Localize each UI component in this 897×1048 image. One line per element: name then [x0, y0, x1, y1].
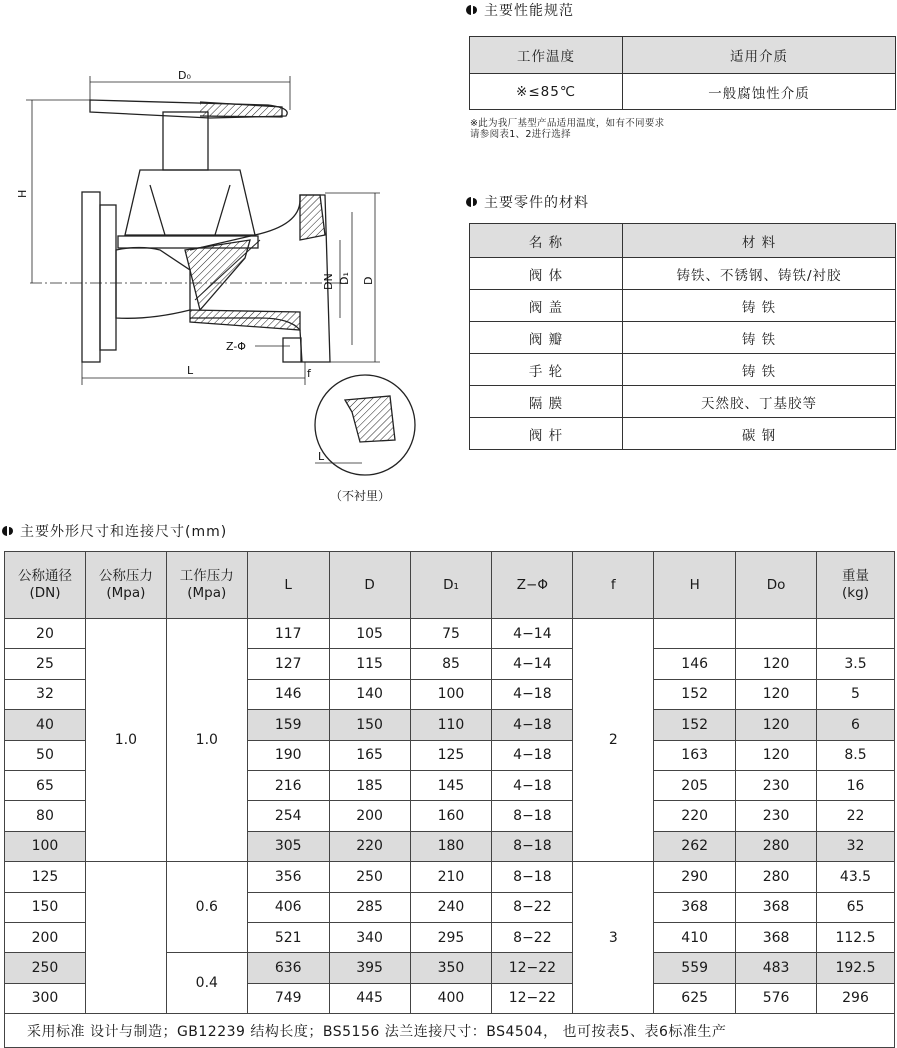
table-cell: ※≤85℃ [470, 74, 623, 110]
cell-f: 2 [573, 619, 654, 862]
cell-D: 140 [329, 679, 410, 709]
cell-Z: 4−14 [492, 619, 573, 649]
header-cell: D₁ [410, 552, 492, 619]
cell-H: 220 [654, 801, 736, 831]
cell-wp: 1.0 [166, 619, 247, 862]
table-cell: 铸铁、不锈钢、铸铁/衬胶 [623, 258, 896, 290]
cell-H: 290 [654, 862, 736, 892]
dim-label-L-detail: L [318, 450, 325, 463]
dim-label-DN: DN [322, 273, 335, 290]
cell-D: 340 [329, 922, 410, 952]
cell-H: 152 [654, 710, 736, 740]
cell-D1: 350 [410, 953, 492, 983]
cell-dn: 40 [5, 710, 86, 740]
cell-D: 105 [329, 619, 410, 649]
cell-Do: 120 [736, 679, 817, 709]
materials-heading: 主要零件的材料 [466, 192, 589, 212]
cell-D1: 400 [410, 983, 492, 1013]
standards-note: 采用标准 设计与制造；GB12239 结构长度；BS5156 法兰连接尺寸：BS4504， 也可按表5、表6标准生产 [5, 1014, 895, 1048]
cell-dn: 150 [5, 892, 86, 922]
cell-wt: 112.5 [817, 922, 895, 952]
dim-label-f: f [307, 367, 311, 380]
left-flange [82, 192, 100, 362]
table-cell: 铸 铁 [623, 322, 896, 354]
header-cell: 工作温度 [470, 37, 623, 74]
cell-Do [736, 619, 817, 649]
cell-Z: 8−22 [492, 922, 573, 952]
cell-dn: 32 [5, 679, 86, 709]
cell-Z: 4−18 [492, 770, 573, 800]
cell-D: 445 [329, 983, 410, 1013]
cell-wt: 22 [817, 801, 895, 831]
cell-D1: 100 [410, 679, 492, 709]
cell-Z: 4−18 [492, 679, 573, 709]
cell-dn: 50 [5, 740, 86, 770]
header-cell: Do [736, 552, 817, 619]
cell-D1: 75 [410, 619, 492, 649]
cell-Do: 368 [736, 922, 817, 952]
table-row [5, 862, 895, 892]
header-cell: H [654, 552, 736, 619]
detail-caption: （不衬里） [330, 489, 391, 503]
cell-wt: 192.5 [817, 953, 895, 983]
cell-wt: 296 [817, 983, 895, 1013]
cell-dn: 100 [5, 831, 86, 861]
header-cell: Z−Φ [492, 552, 573, 619]
cell-wp: 0.6 [166, 862, 247, 953]
cell-D1: 125 [410, 740, 492, 770]
cell-Do: 280 [736, 831, 817, 861]
cell-Do: 120 [736, 710, 817, 740]
header-cell: 公称压力 (Mpa) [85, 552, 166, 619]
header-cell: 适用介质 [623, 37, 896, 74]
header-cell: 材 料 [623, 224, 896, 258]
cell-D1: 110 [410, 710, 492, 740]
cell-Do: 576 [736, 983, 817, 1013]
cell-H: 152 [654, 679, 736, 709]
cell-Do: 483 [736, 953, 817, 983]
cell-D: 285 [329, 892, 410, 922]
cell-wt: 5 [817, 679, 895, 709]
cell-wt [817, 619, 895, 649]
cell-D1: 145 [410, 770, 492, 800]
valve-drawing [0, 0, 460, 510]
cell-Z: 8−18 [492, 831, 573, 861]
cell-D: 150 [329, 710, 410, 740]
cell-wp: 0.4 [166, 953, 247, 1014]
bonnet-shape [125, 170, 255, 235]
cell-H: 559 [654, 953, 736, 983]
cell-D: 165 [329, 740, 410, 770]
cell-pn: 1.0 [85, 619, 166, 862]
cell-wt: 32 [817, 831, 895, 861]
header-cell: D [329, 552, 410, 619]
cell-Do: 280 [736, 862, 817, 892]
bullet-icon [466, 196, 478, 208]
cell-D: 395 [329, 953, 410, 983]
cell-L: 521 [247, 922, 329, 952]
cell-wt: 3.5 [817, 649, 895, 679]
table-cell: 手 轮 [470, 354, 623, 386]
performance-note: ※此为我厂基型产品适用温度，如有不同要求 请参阅表1、2进行选择 [470, 118, 665, 140]
cell-dn: 125 [5, 862, 86, 892]
cell-wt: 8.5 [817, 740, 895, 770]
table-cell: 阀 杆 [470, 418, 623, 450]
cell-D1: 160 [410, 801, 492, 831]
cell-Z: 12−22 [492, 953, 573, 983]
cell-Do: 120 [736, 649, 817, 679]
cell-L: 146 [247, 679, 329, 709]
cell-Z: 12−22 [492, 983, 573, 1013]
stem-shape [163, 112, 208, 170]
table-cell: 阀 瓣 [470, 322, 623, 354]
cell-dn: 65 [5, 770, 86, 800]
header-cell: L [247, 552, 329, 619]
cell-wt: 43.5 [817, 862, 895, 892]
cell-L: 749 [247, 983, 329, 1013]
header-cell: 工作压力 (Mpa) [166, 552, 247, 619]
cell-H [654, 619, 736, 649]
cell-Z: 8−22 [492, 892, 573, 922]
cell-L: 117 [247, 619, 329, 649]
dim-label-L: L [187, 364, 194, 377]
cell-D1: 210 [410, 862, 492, 892]
cell-L: 254 [247, 801, 329, 831]
cell-dn: 80 [5, 801, 86, 831]
cell-D1: 240 [410, 892, 492, 922]
cell-L: 406 [247, 892, 329, 922]
dim-label-H: H [16, 189, 29, 198]
cell-H: 262 [654, 831, 736, 861]
cell-D1: 180 [410, 831, 492, 861]
cell-H: 625 [654, 983, 736, 1013]
cell-dn: 300 [5, 983, 86, 1013]
cell-D: 185 [329, 770, 410, 800]
cell-H: 205 [654, 770, 736, 800]
cell-H: 368 [654, 892, 736, 922]
cell-wt: 16 [817, 770, 895, 800]
cell-pn-continued [85, 862, 166, 1014]
cell-L: 159 [247, 710, 329, 740]
table-footer-row [5, 1014, 895, 1048]
table-cell: 阀 盖 [470, 290, 623, 322]
header-cell: f [573, 552, 654, 619]
table-row [5, 619, 895, 649]
table-cell: 一般腐蚀性介质 [623, 74, 896, 110]
cell-dn: 25 [5, 649, 86, 679]
table-cell: 铸 铁 [623, 354, 896, 386]
dimensions-table [4, 551, 895, 1048]
cell-L: 127 [247, 649, 329, 679]
cell-D: 115 [329, 649, 410, 679]
bullet-icon [466, 4, 478, 16]
cell-D: 250 [329, 862, 410, 892]
cell-Do: 230 [736, 770, 817, 800]
cell-Z: 4−18 [492, 740, 573, 770]
cell-Do: 120 [736, 740, 817, 770]
header-cell: 名 称 [470, 224, 623, 258]
cell-wt: 65 [817, 892, 895, 922]
cell-D1: 85 [410, 649, 492, 679]
cell-f: 3 [573, 862, 654, 1014]
table-cell: 阀 体 [470, 258, 623, 290]
cell-wt: 6 [817, 710, 895, 740]
performance-heading: 主要性能规范 [466, 0, 574, 20]
table-cell: 铸 铁 [623, 290, 896, 322]
cell-dn: 20 [5, 619, 86, 649]
table-cell: 隔 膜 [470, 386, 623, 418]
cell-D: 220 [329, 831, 410, 861]
dim-label-zphi: Z-Φ [226, 340, 246, 353]
cell-Z: 4−18 [492, 710, 573, 740]
cell-L: 356 [247, 862, 329, 892]
cell-Do: 368 [736, 892, 817, 922]
cell-L: 216 [247, 770, 329, 800]
cell-L: 190 [247, 740, 329, 770]
dimensions-heading: 主要外形尺寸和连接尺寸(mm) [2, 521, 227, 541]
cell-dn: 200 [5, 922, 86, 952]
performance-table [469, 36, 896, 110]
dim-label-D0: D₀ [178, 69, 191, 82]
cell-Z: 8−18 [492, 801, 573, 831]
cell-D1: 295 [410, 922, 492, 952]
cell-dn: 250 [5, 953, 86, 983]
cell-D: 200 [329, 801, 410, 831]
table-header-row [5, 552, 895, 619]
bullet-icon [2, 525, 14, 537]
table-cell: 碳 钢 [623, 418, 896, 450]
dim-label-D: D [362, 276, 375, 285]
cell-H: 410 [654, 922, 736, 952]
cell-H: 146 [654, 649, 736, 679]
cell-H: 163 [654, 740, 736, 770]
cell-Do: 230 [736, 801, 817, 831]
cell-L: 305 [247, 831, 329, 861]
cell-Z: 4−14 [492, 649, 573, 679]
cell-Z: 8−18 [492, 862, 573, 892]
materials-table [469, 223, 896, 450]
dim-label-D1: D₁ [338, 272, 351, 285]
header-cell: 公称通径 (DN) [5, 552, 86, 619]
cell-L: 636 [247, 953, 329, 983]
table-cell: 天然胶、丁基胶等 [623, 386, 896, 418]
header-cell: 重量 (kg) [817, 552, 895, 619]
